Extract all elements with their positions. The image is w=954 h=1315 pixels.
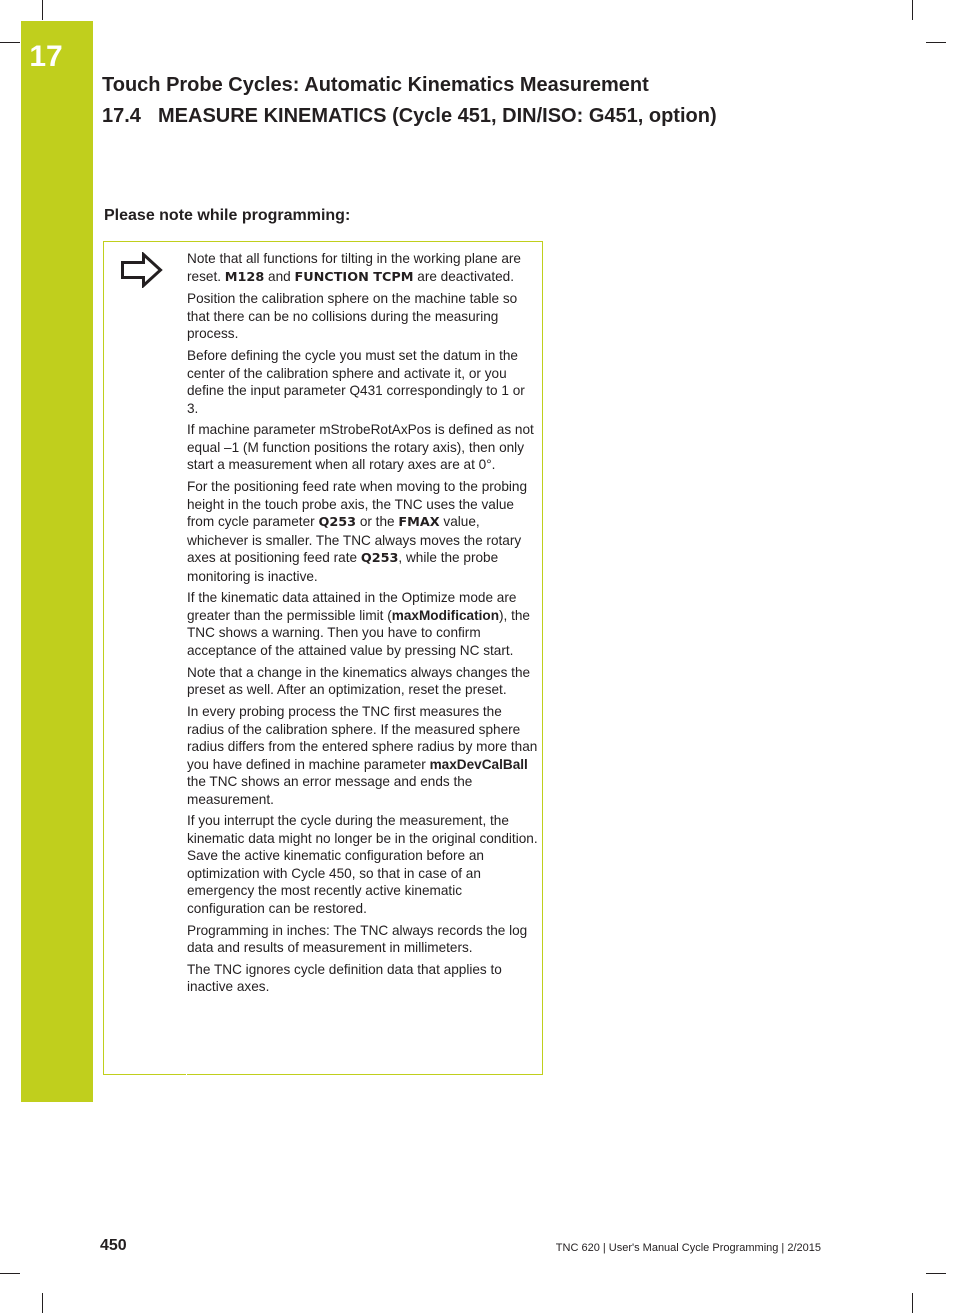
- text-run: For the positioning feed rate when moving to the probing height in the touch probe axis, the TNC uses the value from cycle parameter: [187, 479, 528, 530]
- note-paragraph: [187, 961, 539, 996]
- chapter-sidebar: [21, 21, 93, 1102]
- text-run: ), the TNC shows a warning. Then you have to confirm acceptance of the attained value by pressing NC start.: [187, 607, 530, 658]
- code-term: FMAX: [398, 515, 440, 531]
- note-box-divider: [186, 1071, 187, 1075]
- text-run: If you interrupt the cycle during the measurement, the kinematic data might no longer be in the original condition. Save the active kinematic configuration before an optimization with Cycle 450, so that in case of an emergency the most recently active kinematic configuration can be restored.: [187, 813, 538, 916]
- note-paragraph: [187, 347, 539, 417]
- code-term: Q253: [360, 551, 399, 567]
- text-run: Position the calibration sphere on the machine table so that there can be no collisions during the measuring process.: [187, 291, 518, 342]
- note-paragraph: [187, 589, 539, 659]
- note-heading: Please note while programming:: [104, 207, 351, 224]
- note-paragraph: [187, 812, 539, 917]
- text-run: The TNC ignores cycle definition data that applies to inactive axes.: [187, 961, 502, 995]
- crop-mark: [912, 0, 913, 20]
- text-run: , while the probe monitoring is inactive.: [187, 550, 499, 584]
- text-run: or the: [356, 514, 399, 530]
- text-run: Note that a change in the kinematics always changes the preset as well. After an optimization, reset the preset.: [187, 664, 531, 698]
- section-title-text: MEASURE KINEMATICS (Cycle 451, DIN/ISO: G451, option): [158, 105, 717, 127]
- note-paragraph: [187, 664, 539, 699]
- text-run: If machine parameter mStrobeRotAxPos is defined as not equal –1 (M function positions the rotary axis), then only start a measurement when all rotary axes are at 0°.: [187, 422, 534, 473]
- bold-term: maxModification: [391, 607, 499, 623]
- chapter-title: Touch Probe Cycles: Automatic Kinematics Measurement: [102, 74, 649, 96]
- note-text: [187, 250, 539, 1000]
- text-run: value, whichever is smaller. The TNC always moves the rotary axes at positioning feed rate: [187, 514, 522, 566]
- crop-mark: [926, 1273, 946, 1274]
- crop-mark: [42, 1293, 43, 1313]
- footer-text: TNC 620 | User's Manual Cycle Programming | 2/2015: [555, 1242, 821, 1254]
- section-number: 17.4: [102, 105, 141, 127]
- crop-mark: [0, 1273, 20, 1274]
- note-box: [103, 241, 543, 1075]
- text-run: Programming in inches: The TNC always records the log data and results of measurement in millimeters.: [187, 922, 528, 956]
- note-paragraph: [187, 421, 539, 474]
- note-paragraph: [187, 290, 539, 343]
- crop-mark: [912, 1293, 913, 1313]
- text-run: In every probing process the TNC first measures the radius of the calibration sphere. If the measured sphere radius differs from the entered sphere radius by more than you have defined in machine parameter: [187, 704, 538, 772]
- text-run: Before defining the cycle you must set the datum in the center of the calibration sphere and activate it, or you define the input parameter Q431 correspondingly to 1 or 3.: [187, 348, 525, 416]
- code-term: Q253: [318, 515, 357, 531]
- bold-term: maxDevCalBall: [429, 756, 528, 772]
- crop-mark: [926, 42, 946, 43]
- text-run: the TNC shows an error message and ends the measurement.: [187, 774, 473, 807]
- crop-mark: [42, 0, 43, 20]
- text-run: are deactivated.: [413, 268, 514, 284]
- text-run: Note that all functions for tilting in the working plane are reset.: [187, 251, 521, 284]
- page-number: 450: [100, 1237, 127, 1254]
- note-paragraph: [187, 250, 539, 286]
- section-title: [102, 103, 717, 129]
- note-paragraph: [187, 703, 539, 808]
- code-term: M128: [224, 269, 265, 285]
- text-run: If the kinematic data attained in the Optimize mode are greater than the permissible limit (: [187, 590, 517, 623]
- chapter-number: 17: [29, 40, 63, 73]
- note-paragraph: [187, 478, 539, 585]
- arrow-right-icon: [121, 252, 163, 288]
- note-paragraph: [187, 922, 539, 957]
- code-term: FUNCTION TCPM: [294, 269, 414, 285]
- text-run: and: [264, 268, 295, 284]
